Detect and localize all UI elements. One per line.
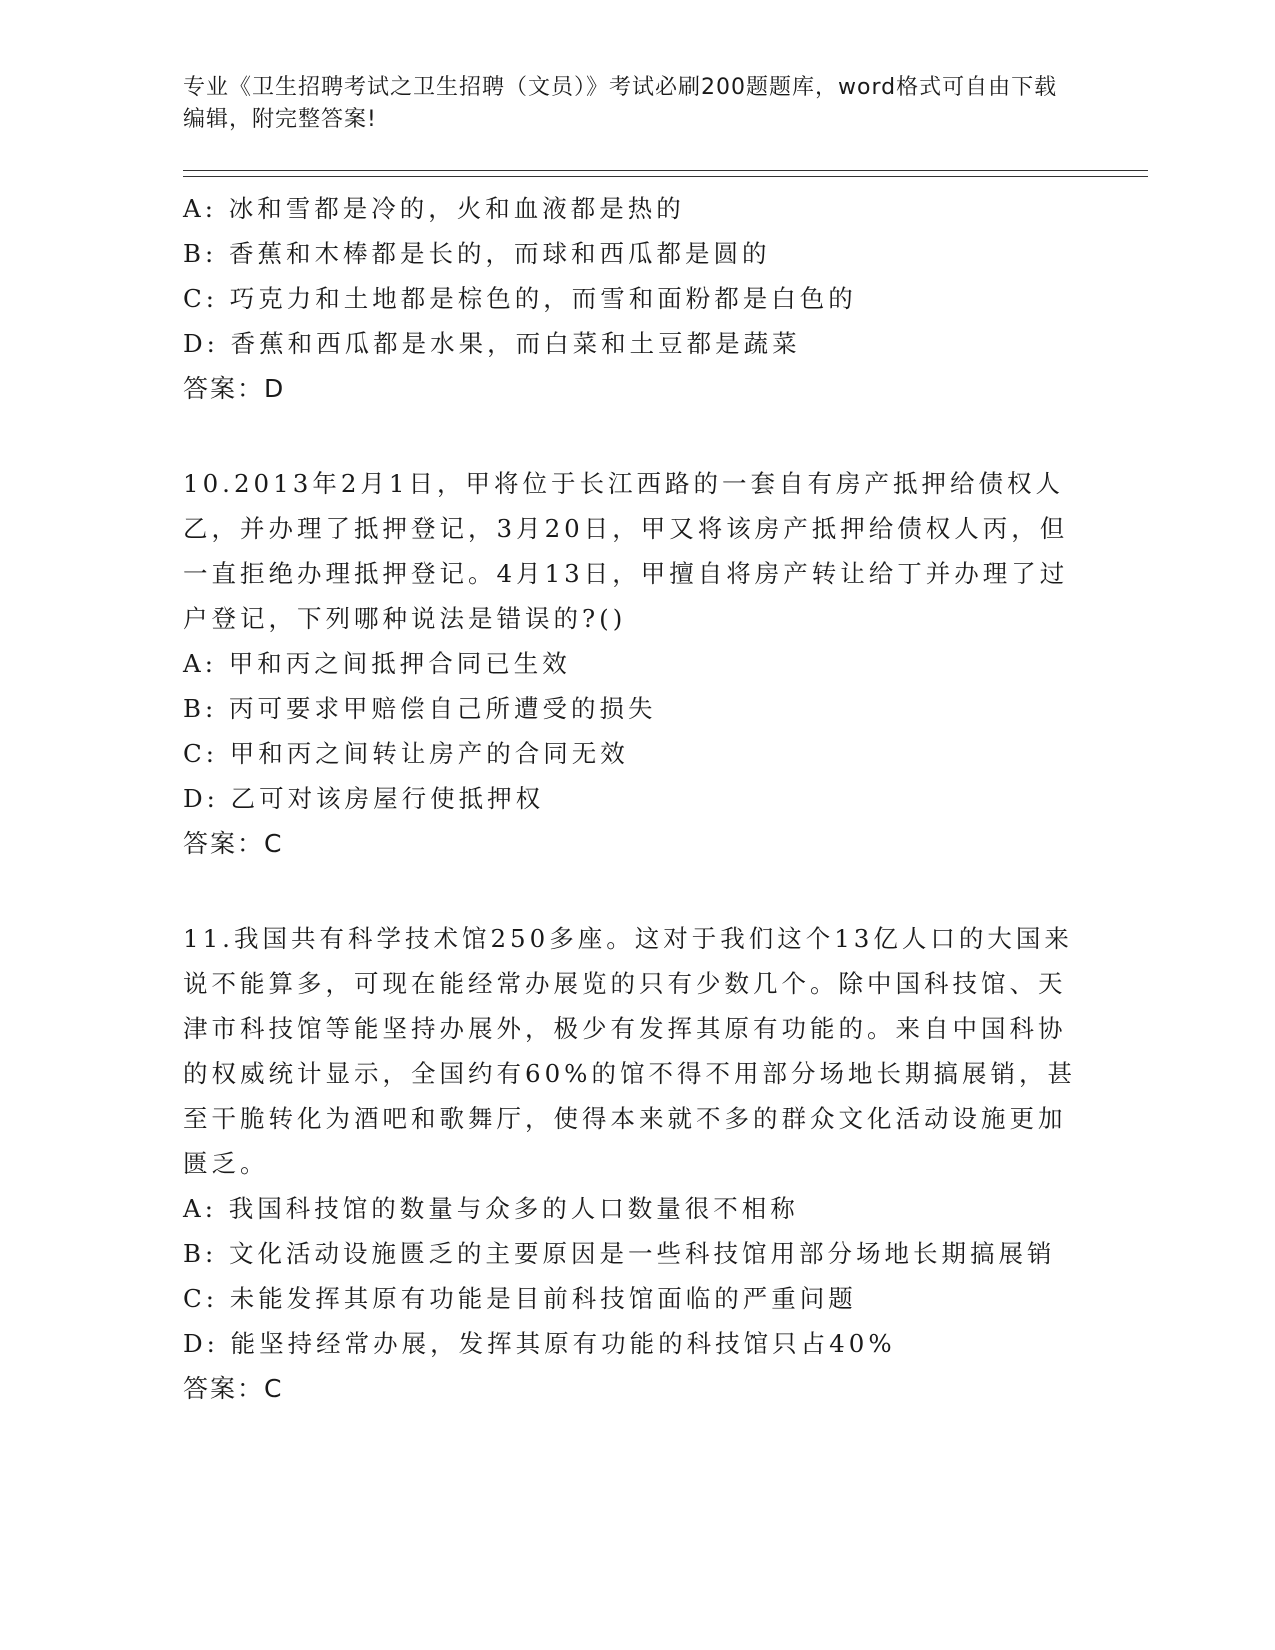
option-d: D: 能坚持经常办展，发挥其原有功能的科技馆只占40%	[183, 1329, 896, 1358]
question-stem: 11.我国共有科学技术馆250多座。这对于我们这个13亿人口的大国来说不能算多，可现在能经常办展览的只有少数几个。除中国科技馆、天津市科技馆等能坚持办展外，极少有发挥其原有功能的。来自中国科协的权威统计显示，全国约有60%的馆不得不用部分场地长期搞展销，甚至干脆转化为酒吧和歌舞厅，使得本来就不多的群众文化活动设施更加匮乏。	[183, 924, 1076, 1178]
answer-line: 答案：D	[183, 374, 286, 403]
question-9	[183, 186, 1083, 411]
question-11	[183, 916, 1083, 1411]
option-d: D: 香蕉和西瓜都是水果，而白菜和土豆都是蔬菜	[183, 329, 801, 358]
option-c: C: 甲和丙之间转让房产的合同无效	[183, 739, 629, 768]
header-rule-bottom	[183, 176, 1148, 177]
option-a: A: 甲和丙之间抵押合同已生效	[183, 649, 571, 678]
option-b: B: 香蕉和木棒都是长的，而球和西瓜都是圆的	[183, 239, 771, 268]
question-10	[183, 461, 1083, 866]
answer-line: 答案：C	[183, 829, 284, 858]
option-c: C: 巧克力和土地都是棕色的，而雪和面粉都是白色的	[183, 284, 857, 313]
header-rule-top	[183, 170, 1148, 171]
option-a: A: 冰和雪都是冷的，火和血液都是热的	[183, 194, 685, 223]
option-a: A: 我国科技馆的数量与众多的人口数量很不相称	[183, 1194, 799, 1223]
question-stem: 10.2013年2月1日，甲将位于长江西路的一套自有房产抵押给债权人乙，并办理了抵押登记，3月20日，甲又将该房产抵押给债权人丙，但一直拒绝办理抵押登记。4月13日，甲擅自将房产转让给丁并办理了过户登记，下列哪种说法是错误的?()	[183, 469, 1069, 633]
option-b: B: 丙可要求甲赔偿自己所遭受的损失	[183, 694, 657, 723]
option-c: C: 未能发挥其原有功能是目前科技馆面临的严重问题	[183, 1284, 857, 1313]
question-list	[183, 186, 1083, 1411]
option-b: B: 文化活动设施匮乏的主要原因是一些科技馆用部分场地长期搞展销	[183, 1239, 1056, 1268]
answer-line: 答案：C	[183, 1374, 284, 1403]
option-d: D: 乙可对该房屋行使抵押权	[183, 784, 545, 813]
document-header: 专业《卫生招聘考试之卫生招聘（文员）》考试必刷200题题库，word格式可自由下载编辑，附完整答案!	[183, 75, 1058, 132]
